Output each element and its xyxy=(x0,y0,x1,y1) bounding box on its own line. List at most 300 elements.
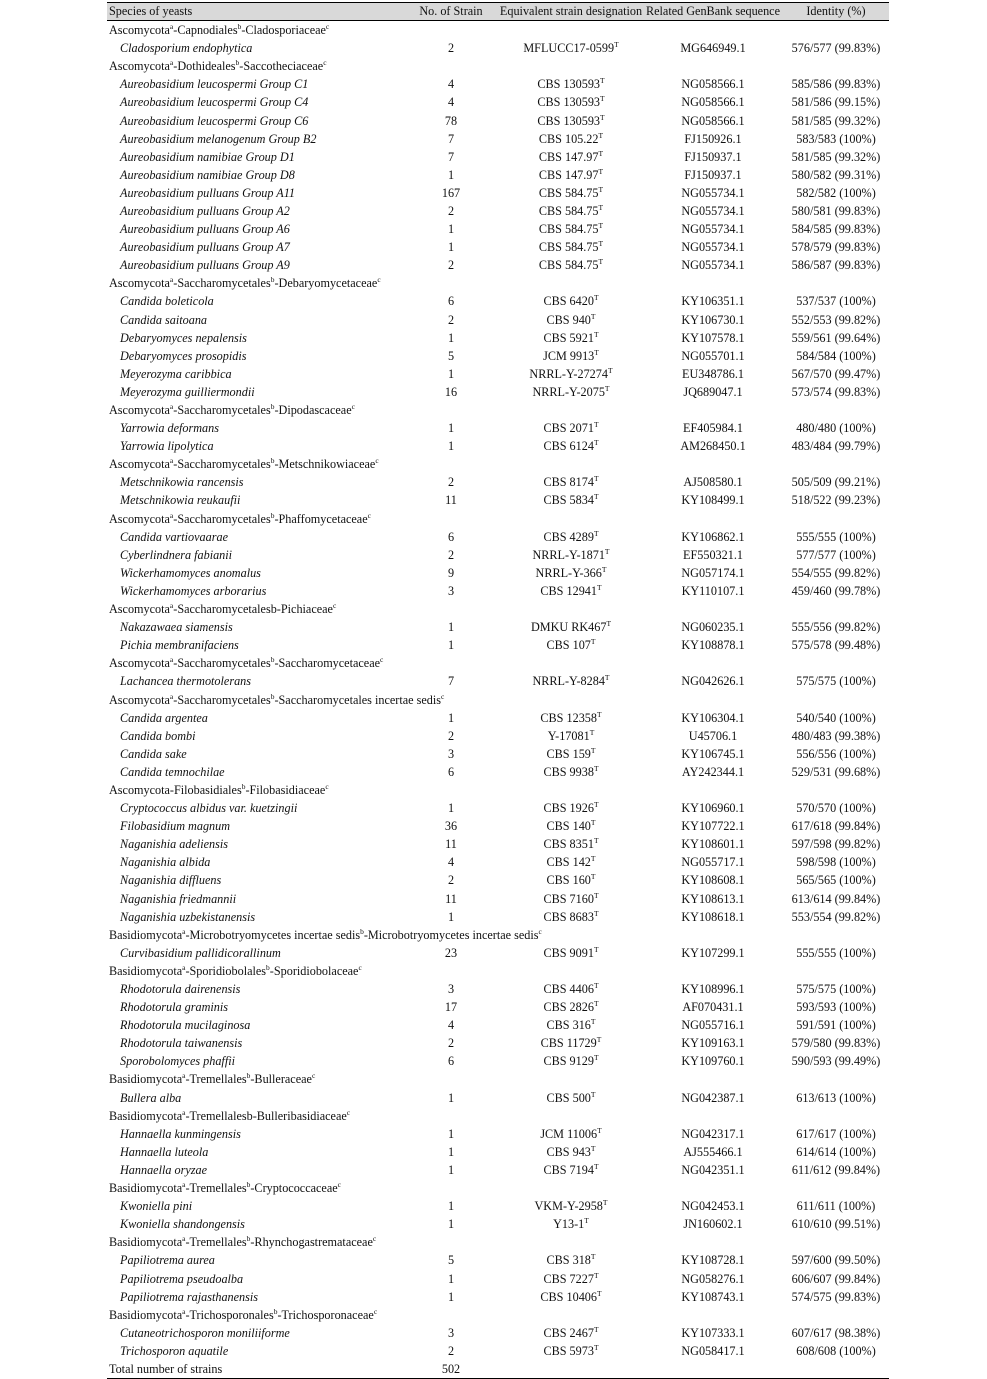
species-name: Naganishia diffluens xyxy=(120,873,222,888)
genbank-accession: KY106960.1 xyxy=(681,801,745,816)
genbank-accession: U45706.1 xyxy=(688,728,738,743)
identity-value: 518/522 (99.23%) xyxy=(791,493,881,508)
species-name: Papiliotrema pseudoalba xyxy=(120,1271,244,1286)
species-name: Wickerhamomyces anomalus xyxy=(120,565,261,580)
family-row xyxy=(107,1179,889,1197)
strain-designation: CBS $6124^T$ xyxy=(543,438,599,454)
family-row xyxy=(107,274,889,292)
species-name: Bullera alba xyxy=(120,1090,182,1105)
header-genbank: Related GenBank sequence xyxy=(643,3,783,21)
table-row xyxy=(107,871,889,889)
family-label: Basidiomycota$^a$-Microbotryomycetes incertae sedis$^b$-Microbotryomycetes incertae sedis$^c$ xyxy=(109,926,542,942)
strain-count: 1 xyxy=(447,439,455,454)
strain-designation: CBS $316^T$ xyxy=(546,1017,596,1033)
genbank-accession: NG055717.1 xyxy=(681,855,745,870)
identity-value: 575/575 (100%) xyxy=(796,982,876,997)
identity-value: 584/584 (100%) xyxy=(796,348,876,363)
strain-count: 4 xyxy=(447,1018,455,1033)
genbank-accession: KY108601.1 xyxy=(681,837,745,852)
table-row xyxy=(107,347,889,365)
genbank-accession: NG055734.1 xyxy=(681,203,745,218)
species-name: Yarrowia deformans xyxy=(120,421,219,436)
strain-designation: NRRL-$Y-1871^T$ xyxy=(532,546,610,562)
table-row xyxy=(107,672,889,690)
genbank-accession: FJ150937.1 xyxy=(684,149,742,164)
strain-count: 2 xyxy=(447,258,455,273)
identity-value: 611/612 (99.84%) xyxy=(791,1162,881,1177)
genbank-accession: KY108728.1 xyxy=(681,1253,745,1268)
species-name: Papiliotrema rajasthanensis xyxy=(120,1289,259,1304)
strain-designation: CBS $5921^T$ xyxy=(543,329,599,345)
family-row xyxy=(107,510,889,528)
table-row xyxy=(107,546,889,564)
table-row xyxy=(107,817,889,835)
identity-value: 529/531 (99.68%) xyxy=(791,764,881,779)
species-name: Candida vartiovaarae xyxy=(120,529,228,544)
genbank-accession: KY106730.1 xyxy=(681,312,745,327)
strain-designation: CBS $584.75^T$ xyxy=(538,184,604,200)
table-row xyxy=(107,220,889,238)
strain-designation: CBS $130593^T$ xyxy=(537,76,605,92)
family-row xyxy=(107,690,889,708)
table-row xyxy=(107,1143,889,1161)
strain-designation: CBS $105.22^T$ xyxy=(538,130,604,146)
species-name: Hannaella kunmingensis xyxy=(120,1126,241,1141)
table-row xyxy=(107,292,889,310)
species-name: Aureobasidium leucospermi Group C4 xyxy=(120,95,309,110)
strain-designation: CBS $130593^T$ xyxy=(537,94,605,110)
strain-count: 11 xyxy=(445,891,457,906)
family-label: Basidiomycota$^a$-Tremellales$^b$-Rhynchogastremataceae$^c$ xyxy=(109,1234,377,1250)
total-row xyxy=(107,1360,889,1379)
identity-value: 555/556 (99.82%) xyxy=(791,620,881,635)
genbank-accession: NG058276.1 xyxy=(681,1271,745,1286)
strain-designation: CBS $584.75^T$ xyxy=(538,221,604,237)
strain-count: 1 xyxy=(447,167,455,182)
genbank-accession: JN160602.1 xyxy=(683,1217,743,1232)
table-row xyxy=(107,853,889,871)
strain-designation: CBS $107^T$ xyxy=(546,637,596,653)
identity-value: 597/600 (99.50%) xyxy=(791,1253,881,1268)
strain-count: 16 xyxy=(444,384,458,399)
strain-designation: CBS $130593^T$ xyxy=(537,112,605,128)
strain-designation: CBS $12358^T$ xyxy=(540,709,602,725)
genbank-accession: KY107333.1 xyxy=(681,1325,745,1340)
table-row xyxy=(107,202,889,220)
strain-designation: CBS $1926^T$ xyxy=(543,800,599,816)
genbank-accession: AM268450.1 xyxy=(680,439,746,454)
strain-designation: $Y-17081^T$ xyxy=(547,727,595,743)
strain-count: 3 xyxy=(447,982,455,997)
table-row xyxy=(107,1269,889,1287)
identity-value: 570/570 (100%) xyxy=(796,801,876,816)
genbank-accession: KY108608.1 xyxy=(681,873,745,888)
strain-count: 2 xyxy=(447,203,455,218)
identity-value: 613/613 (100%) xyxy=(796,1090,876,1105)
header-strain-count: No. of Strain xyxy=(403,3,499,21)
table-row xyxy=(107,582,889,600)
table-row xyxy=(107,93,889,111)
identity-value: 459/460 (99.78%) xyxy=(791,583,881,598)
empty-cell xyxy=(643,1360,783,1379)
species-name: Trichosporon aquatile xyxy=(120,1343,229,1358)
identity-value: 580/581 (99.83%) xyxy=(791,203,881,218)
identity-value: 591/591 (100%) xyxy=(796,1018,876,1033)
genbank-accession: KY107578.1 xyxy=(681,330,745,345)
genbank-accession: NG042351.1 xyxy=(681,1162,745,1177)
species-name: Naganishia adeliensis xyxy=(120,837,228,852)
identity-value: 584/585 (99.83%) xyxy=(791,222,881,237)
family-row xyxy=(107,1306,889,1324)
identity-value: 552/553 (99.82%) xyxy=(791,312,881,327)
strain-designation: CBS $318^T$ xyxy=(546,1252,596,1268)
strain-designation: CBS $7227^T$ xyxy=(543,1270,599,1286)
table-row xyxy=(107,491,889,509)
family-row xyxy=(107,600,889,618)
species-name: Aureobasidium leucospermi Group C1 xyxy=(120,77,309,92)
genbank-accession: NG058417.1 xyxy=(681,1343,745,1358)
strain-designation: CBS $142^T$ xyxy=(546,854,596,870)
family-label: Basidiomycota$^a$-Tremellales$^b$-Cryptococcaceae$^c$ xyxy=(109,1179,342,1196)
species-name: Papiliotrema aurea xyxy=(120,1253,215,1268)
strain-designation: CBS $584.75^T$ xyxy=(538,257,604,273)
strain-count: 9 xyxy=(447,565,455,580)
strain-count: 6 xyxy=(447,1054,455,1069)
table-row xyxy=(107,528,889,546)
species-name: Debaryomyces prosopidis xyxy=(120,348,247,363)
strain-count: 1 xyxy=(447,421,455,436)
strain-count: 4 xyxy=(447,855,455,870)
strain-count: 1 xyxy=(447,1289,455,1304)
table-row xyxy=(107,238,889,256)
species-name: Cutaneotrichosporon moniliiforme xyxy=(120,1325,290,1340)
identity-value: 480/483 (99.38%) xyxy=(791,728,881,743)
family-row xyxy=(107,21,889,40)
species-name: Rhodotorula graminis xyxy=(120,1000,229,1015)
genbank-accession: KY108613.1 xyxy=(681,891,745,906)
table-row xyxy=(107,1251,889,1269)
family-row xyxy=(107,455,889,473)
identity-value: 555/555 (100%) xyxy=(796,945,876,960)
identity-value: 480/480 (100%) xyxy=(796,421,876,436)
identity-value: 540/540 (100%) xyxy=(796,710,876,725)
family-row xyxy=(107,1233,889,1251)
genbank-accession: NG055734.1 xyxy=(681,185,745,200)
genbank-accession: NG042317.1 xyxy=(681,1126,745,1141)
identity-value: 556/556 (100%) xyxy=(796,746,876,761)
strain-designation: CBS $2826^T$ xyxy=(543,999,599,1015)
genbank-accession: KY106862.1 xyxy=(681,529,745,544)
species-name: Yarrowia lipolytica xyxy=(120,439,214,454)
strain-count: 3 xyxy=(447,1325,455,1340)
table-row xyxy=(107,256,889,274)
strain-designation: CBS $5834^T$ xyxy=(543,492,599,508)
strain-designation: CBS $9938^T$ xyxy=(543,763,599,779)
strain-count: 36 xyxy=(444,819,458,834)
species-name: Nakazawaea siamensis xyxy=(120,620,233,635)
table-row xyxy=(107,1052,889,1070)
identity-value: 582/582 (100%) xyxy=(796,185,876,200)
strain-designation: CBS $12941^T$ xyxy=(540,582,602,598)
table-row xyxy=(107,39,889,57)
table-row xyxy=(107,799,889,817)
identity-value: 611/611 (100%) xyxy=(796,1199,876,1214)
strain-count: 1 xyxy=(447,240,455,255)
genbank-accession: KY107722.1 xyxy=(681,819,745,834)
identity-value: 577/577 (100%) xyxy=(796,547,876,562)
genbank-accession: KY107299.1 xyxy=(681,945,745,960)
strain-designation: $Y13-1^T$ xyxy=(553,1216,589,1232)
genbank-accession: NG055734.1 xyxy=(681,240,745,255)
strain-designation: CBS $2467^T$ xyxy=(543,1324,599,1340)
family-label: Ascomycota$^a$-Saccharomycetales$^b$-Debaryomycetaceae$^c$ xyxy=(109,275,381,291)
strain-designation: CBS $5973^T$ xyxy=(543,1342,599,1358)
species-name: Naganishia friedmannii xyxy=(120,891,237,906)
species-name: Naganishia uzbekistanensis xyxy=(120,909,256,924)
identity-value: 614/614 (100%) xyxy=(796,1144,876,1159)
species-name: Aureobasidium namibiae Group D8 xyxy=(120,167,295,182)
genbank-accession: NG057174.1 xyxy=(681,565,745,580)
strain-count: 1 xyxy=(447,710,455,725)
table-row xyxy=(107,709,889,727)
table-row xyxy=(107,1089,889,1107)
strain-designation: CBS $10406^T$ xyxy=(540,1288,602,1304)
table-row xyxy=(107,1125,889,1143)
identity-value: 565/565 (100%) xyxy=(796,873,876,888)
table-row xyxy=(107,1016,889,1034)
table-row xyxy=(107,1324,889,1342)
table-row xyxy=(107,998,889,1016)
strain-count: 1 xyxy=(447,366,455,381)
identity-value: 576/577 (99.83%) xyxy=(791,41,881,56)
strain-count: 2 xyxy=(447,41,455,56)
identity-value: 553/554 (99.82%) xyxy=(791,909,881,924)
strain-designation: CBS $940^T$ xyxy=(546,311,596,327)
table-row xyxy=(107,148,889,166)
species-name: Metschnikowia reukaufii xyxy=(120,493,241,508)
strain-designation: CBS $943^T$ xyxy=(546,1143,596,1159)
species-name: Kwoniella pini xyxy=(120,1199,193,1214)
species-name: Rhodotorula taiwanensis xyxy=(120,1036,243,1051)
empty-cell xyxy=(783,1360,889,1379)
identity-value: 617/617 (100%) xyxy=(796,1126,876,1141)
family-row xyxy=(107,654,889,672)
table-row xyxy=(107,636,889,654)
identity-value: 583/583 (100%) xyxy=(796,131,876,146)
strain-count: 7 xyxy=(447,149,455,164)
table-row xyxy=(107,1342,889,1360)
strain-count: 3 xyxy=(447,583,455,598)
genbank-accession: NG055701.1 xyxy=(681,348,745,363)
strain-designation: CBS $4289^T$ xyxy=(543,528,599,544)
table-row xyxy=(107,1197,889,1215)
table-row xyxy=(107,166,889,184)
genbank-accession: KY106304.1 xyxy=(681,710,745,725)
species-name: Cladosporium endophytica xyxy=(120,41,253,56)
genbank-accession: NG055716.1 xyxy=(681,1018,745,1033)
identity-value: 617/618 (99.84%) xyxy=(791,819,881,834)
identity-value: 581/586 (99.15%) xyxy=(791,95,881,110)
strain-count: 17 xyxy=(444,1000,458,1015)
identity-value: 607/617 (98.38%) xyxy=(791,1325,881,1340)
strain-designation: CBS $11729^T$ xyxy=(540,1035,602,1051)
genbank-accession: KY106745.1 xyxy=(681,746,745,761)
genbank-accession: NG042453.1 xyxy=(681,1199,745,1214)
species-name: Aureobasidium pulluans Group A11 xyxy=(120,185,296,200)
family-label: Basidiomycota$^a$-Tremellales$^b$-Bulleraceae$^c$ xyxy=(109,1071,316,1087)
strain-count: 11 xyxy=(445,837,457,852)
family-label: Basidiomycota$^a$-Tremellalesb-Bulleribasidiaceae$^c$ xyxy=(109,1107,351,1123)
identity-value: 578/579 (99.83%) xyxy=(791,240,881,255)
genbank-accession: MG646949.1 xyxy=(680,41,746,56)
strain-designation: NRRL-$Y-27274^T$ xyxy=(529,365,613,381)
strain-designation: $MFLUCC17-0599^T$ xyxy=(523,40,619,56)
genbank-accession: KY108996.1 xyxy=(681,982,745,997)
strain-designation: CBS $9091^T$ xyxy=(543,944,599,960)
strain-count: 1 xyxy=(447,1162,455,1177)
identity-value: 580/582 (99.31%) xyxy=(791,167,881,182)
table-body xyxy=(107,21,889,1379)
strain-count: 1 xyxy=(447,1271,455,1286)
family-label: Ascomycota-Filobasidiales$^b$-Filobasidiaceae$^c$ xyxy=(109,781,329,797)
genbank-accession: EU348786.1 xyxy=(682,366,744,381)
identity-value: 585/586 (99.83%) xyxy=(791,77,881,92)
family-row xyxy=(107,781,889,799)
strain-designation: CBS $4406^T$ xyxy=(543,980,599,997)
species-name: Candida saitoana xyxy=(120,312,208,327)
strain-designation: CBS $9129^T$ xyxy=(543,1053,599,1069)
strain-designation: CBS $6420^T$ xyxy=(543,293,599,309)
genbank-accession: NG055734.1 xyxy=(681,222,745,237)
header-species: Species of yeasts xyxy=(107,3,403,21)
identity-value: 610/610 (99.51%) xyxy=(791,1217,881,1232)
genbank-accession: NG042626.1 xyxy=(681,674,745,689)
table-header xyxy=(107,3,889,21)
identity-value: 608/608 (100%) xyxy=(796,1343,876,1358)
species-name: Candida sake xyxy=(120,746,187,761)
species-name: Cyberlindnera fabianii xyxy=(120,547,233,562)
species-name: Rhodotorula mucilaginosa xyxy=(120,1018,251,1033)
family-label: Basidiomycota$^a$-Sporidiobolales$^b$-Sporidiobolaceae$^c$ xyxy=(109,962,362,978)
table-row xyxy=(107,75,889,93)
table-row xyxy=(107,383,889,401)
species-name: Aureobasidium namibiae Group D1 xyxy=(120,149,295,164)
identity-value: 559/561 (99.64%) xyxy=(791,330,881,345)
table-row xyxy=(107,908,889,926)
strain-count: 1 xyxy=(447,222,455,237)
strain-count: 23 xyxy=(444,945,458,960)
strain-count: 2 xyxy=(447,1343,455,1358)
species-name: Aureobasidium pulluans Group A7 xyxy=(120,240,290,255)
genbank-accession: NG058566.1 xyxy=(681,95,745,110)
family-row xyxy=(107,1070,889,1088)
family-label: Ascomycota$^a$-Saccharomycetales$^b$-Phaffomycetaceae$^c$ xyxy=(109,510,371,526)
strain-designation: CBS $584.75^T$ xyxy=(538,239,604,255)
family-label: Ascomycota$^a$-Saccharomycetalesb-Pichiaceae$^c$ xyxy=(109,600,337,617)
identity-value: 606/607 (99.84%) xyxy=(791,1271,881,1286)
strain-count: 1 xyxy=(447,620,455,635)
total-value: 502 xyxy=(403,1360,499,1379)
identity-value: 586/587 (99.83%) xyxy=(791,258,881,273)
genbank-accession: NG058566.1 xyxy=(681,113,745,128)
genbank-accession: KY108618.1 xyxy=(681,909,745,924)
strain-designation: CBS $500^T$ xyxy=(546,1089,596,1105)
family-row xyxy=(107,57,889,75)
species-name: Hannaella oryzae xyxy=(120,1162,207,1177)
identity-value: 598/598 (100%) xyxy=(796,855,876,870)
genbank-accession: JQ689047.1 xyxy=(683,384,743,399)
genbank-accession: AJ508580.1 xyxy=(683,475,743,490)
family-row xyxy=(107,401,889,419)
family-label: Ascomycota$^a$-Saccharomycetales$^b$-Saccharomycetaceae$^c$ xyxy=(109,655,384,671)
identity-value: 593/593 (100%) xyxy=(796,1000,876,1015)
genbank-accession: EF550321.1 xyxy=(683,547,743,562)
species-name: Cryptococcus albidus var. kuetzingii xyxy=(120,801,298,816)
table-row xyxy=(107,437,889,455)
total-label: Total number of strains xyxy=(107,1360,403,1379)
genbank-accession: NG060235.1 xyxy=(681,620,745,635)
genbank-accession: KY108878.1 xyxy=(681,638,745,653)
table-row xyxy=(107,419,889,437)
table-row xyxy=(107,564,889,582)
table-row xyxy=(107,618,889,636)
strain-count: 4 xyxy=(447,77,455,92)
identity-value: 575/578 (99.48%) xyxy=(791,638,881,653)
strain-count: 2 xyxy=(447,728,455,743)
identity-value: 555/555 (100%) xyxy=(796,529,876,544)
yeast-species-table xyxy=(107,2,889,1379)
strain-count: 5 xyxy=(447,348,455,363)
strain-designation: NRRL-$Y-8284^T$ xyxy=(532,673,610,689)
strain-designation: CBS $584.75^T$ xyxy=(538,202,604,218)
family-label: Ascomycota$^a$-Saccharomycetales$^b$-Metschnikowiaceae$^c$ xyxy=(109,456,379,472)
family-row xyxy=(107,1107,889,1125)
genbank-accession: KY108743.1 xyxy=(681,1289,745,1304)
genbank-accession: EF405984.1 xyxy=(683,421,743,436)
family-label: Ascomycota$^a$-Dothideales$^b$-Saccotheciaceae$^c$ xyxy=(109,58,327,74)
family-row xyxy=(107,962,889,980)
strain-designation: CBS $140^T$ xyxy=(546,818,596,834)
strain-count: 3 xyxy=(447,746,455,761)
strain-designation: CBS $147.97^T$ xyxy=(538,166,604,182)
species-name: Candida boleticola xyxy=(120,294,214,309)
strain-count: 6 xyxy=(447,294,455,309)
identity-value: 573/574 (99.83%) xyxy=(791,384,881,399)
species-name: Aureobasidium pulluans Group A9 xyxy=(120,258,290,273)
table-row xyxy=(107,980,889,998)
strain-count: 4 xyxy=(447,95,455,110)
strain-count: 1 xyxy=(447,1144,455,1159)
genbank-accession: AJ555466.1 xyxy=(683,1144,743,1159)
species-name: Metschnikowia rancensis xyxy=(120,475,244,490)
strain-designation: DMKU $RK467^T$ xyxy=(530,619,612,635)
strain-count: 7 xyxy=(447,131,455,146)
strain-designation: CBS $8683^T$ xyxy=(543,908,599,924)
strain-designation: CBS $147.97^T$ xyxy=(538,148,604,164)
identity-value: 554/555 (99.82%) xyxy=(791,565,881,580)
family-label: Ascomycota$^a$-Saccharomycetales$^b$-Saccharomycetales incertae sedis$^c$ xyxy=(109,691,445,707)
genbank-accession: KY110107.1 xyxy=(681,583,745,598)
table-row xyxy=(107,184,889,202)
genbank-accession: KY109760.1 xyxy=(681,1054,745,1069)
species-name: Candida argentea xyxy=(120,710,208,725)
strain-count: 1 xyxy=(447,1199,455,1214)
table-row xyxy=(107,473,889,491)
strain-count: 6 xyxy=(447,764,455,779)
species-name: Naganishia albida xyxy=(120,855,211,870)
species-name: Lachancea thermotolerans xyxy=(120,674,251,689)
identity-value: 575/575 (100%) xyxy=(796,674,876,689)
